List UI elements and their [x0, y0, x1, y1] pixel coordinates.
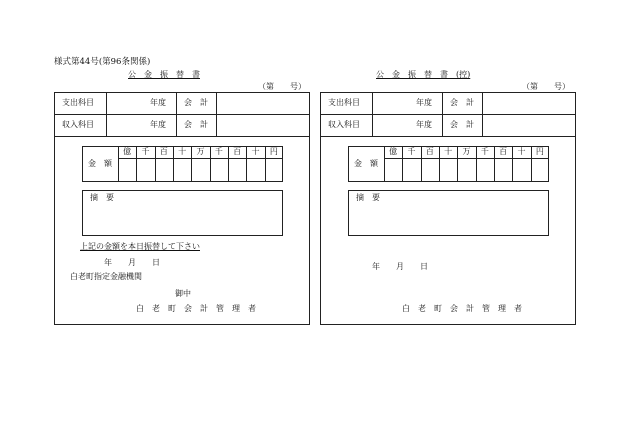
left-digit-cell — [155, 158, 173, 182]
right-digit-cell — [512, 158, 530, 182]
left-date: 年 月 日 — [104, 258, 160, 267]
left-form-number: （第 号） — [258, 82, 306, 91]
right-summary-label: 摘 要 — [356, 193, 380, 202]
right-digit-header: 円 — [535, 147, 544, 156]
right-digit-cell — [494, 158, 512, 182]
form-reference: 様式第44号(第96条関係) — [54, 57, 151, 67]
left-row-divider-1 — [54, 114, 310, 115]
right-digit-header: 千 — [407, 147, 416, 156]
right-digit-cell — [402, 158, 420, 182]
left-digit-header: 千 — [214, 147, 223, 156]
right-digit-divider — [531, 146, 532, 158]
left-digit-cell — [246, 158, 264, 182]
right-col-divider-3 — [482, 92, 483, 136]
left-digit-divider — [210, 146, 211, 158]
right-date: 年 月 日 — [372, 262, 428, 271]
left-expense-label: 支出科目 — [62, 98, 94, 107]
left-col-divider-2 — [176, 92, 177, 136]
right-digit-cell — [421, 158, 439, 182]
left-digit-cell — [265, 158, 283, 182]
left-col-divider-3 — [216, 92, 217, 136]
right-expense-label: 支出科目 — [328, 98, 360, 107]
right-expense-year: 年度 — [416, 98, 432, 107]
right-digit-cell — [439, 158, 457, 182]
left-digit-divider — [173, 146, 174, 158]
left-digit-header: 十 — [178, 147, 187, 156]
left-digit-divider — [191, 146, 192, 158]
left-expense-account: 会 計 — [184, 98, 208, 107]
left-bank: 白老町指定金融機関 — [70, 272, 142, 281]
right-row-divider-1 — [320, 114, 576, 115]
left-digit-cell — [136, 158, 154, 182]
left-digit-divider — [155, 146, 156, 158]
left-digit-header: 億 — [123, 147, 132, 156]
right-form-title: 公 金 振 替 書 (控) — [376, 70, 471, 79]
left-digit-header: 百 — [159, 147, 168, 156]
right-row-divider-2 — [320, 136, 576, 137]
left-digit-cell — [228, 158, 246, 182]
left-col-divider-1 — [106, 92, 107, 136]
right-digit-header: 億 — [389, 147, 398, 156]
left-digit-header: 円 — [269, 147, 278, 156]
left-digit-header: 百 — [233, 147, 242, 156]
right-digit-header: 千 — [480, 147, 489, 156]
right-digit-header: 百 — [425, 147, 434, 156]
right-manager: 白 老 町 会 計 管 理 者 — [402, 304, 522, 313]
left-manager: 白 老 町 会 計 管 理 者 — [136, 304, 256, 313]
left-digit-divider — [228, 146, 229, 158]
right-income-account: 会 計 — [450, 120, 474, 129]
right-digit-cell — [457, 158, 475, 182]
right-digit-cell — [531, 158, 549, 182]
left-instruction: 上記の金額を本日振替して下さい — [80, 242, 200, 251]
left-income-label: 収入科目 — [62, 120, 94, 129]
right-digit-header: 万 — [462, 147, 471, 156]
left-expense-year: 年度 — [150, 98, 166, 107]
right-digit-cell — [476, 158, 494, 182]
left-amount-label: 金 額 — [88, 159, 112, 168]
right-income-label: 収入科目 — [328, 120, 360, 129]
left-digit-cell — [173, 158, 191, 182]
right-col-divider-1 — [372, 92, 373, 136]
right-digit-divider — [494, 146, 495, 158]
left-digit-cell — [210, 158, 228, 182]
left-digit-divider — [246, 146, 247, 158]
right-income-year: 年度 — [416, 120, 432, 129]
left-honorific: 御中 — [175, 289, 191, 298]
right-digit-cell — [384, 158, 402, 182]
right-digit-divider — [512, 146, 513, 158]
left-digit-header: 十 — [251, 147, 260, 156]
right-digit-header: 十 — [517, 147, 526, 156]
left-digit-divider — [265, 146, 266, 158]
right-digit-header: 十 — [444, 147, 453, 156]
right-digit-divider — [402, 146, 403, 158]
left-income-account: 会 計 — [184, 120, 208, 129]
left-row-divider-2 — [54, 136, 310, 137]
left-income-year: 年度 — [150, 120, 166, 129]
right-digit-divider — [439, 146, 440, 158]
right-expense-account: 会 計 — [450, 98, 474, 107]
left-digit-header: 万 — [196, 147, 205, 156]
left-digit-divider — [136, 146, 137, 158]
right-digit-header: 百 — [499, 147, 508, 156]
right-digit-divider — [476, 146, 477, 158]
right-digit-divider — [421, 146, 422, 158]
right-form-number: （第 号） — [522, 82, 570, 91]
left-digit-cell — [118, 158, 136, 182]
right-digit-divider — [457, 146, 458, 158]
right-col-divider-2 — [442, 92, 443, 136]
right-amount-label: 金 額 — [354, 159, 378, 168]
left-summary-label: 摘 要 — [90, 193, 114, 202]
left-form-title: 公 金 振 替 書 — [128, 70, 200, 79]
left-digit-header: 千 — [141, 147, 150, 156]
left-digit-cell — [191, 158, 209, 182]
